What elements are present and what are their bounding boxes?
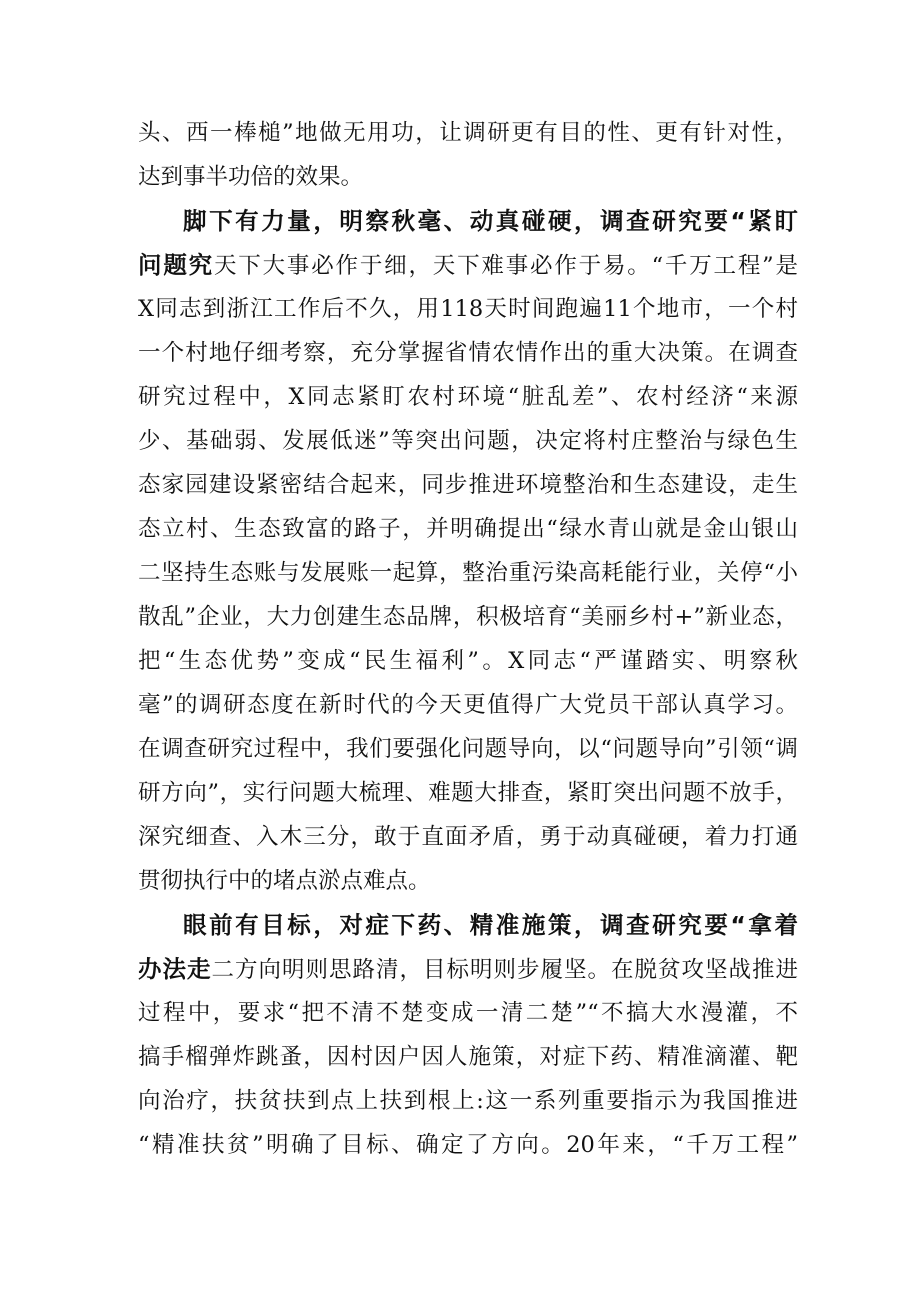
text-line: 把“生态优势”变成“民生福利”。X同志“严谨踏实、明察秋	[138, 648, 798, 674]
text-line: 二坚持生态账与发展账一起算，整治重污染高耗能行业，关停“小	[138, 560, 798, 586]
text-line: 态立村、生态致富的路子，并明确提出“绿水青山就是金山银山	[138, 516, 798, 542]
text-line: 散乱”企业，大力创建生态品牌，积极培育“美丽乡村+”新业态，	[138, 604, 798, 630]
text-line: 过程中，要求“把不清不楚变成一清二楚”“不搞大水漫灌，不	[138, 1000, 798, 1026]
text-line: 一个村地仔细考察，充分掌握省情农情作出的重大决策。在调查	[138, 340, 798, 366]
text-line: 问题究天下大事必作于细，天下难事必作于易。“千万工程”是	[138, 251, 798, 279]
text-line: X同志到浙江工作后不久，用118天时间跑遍11个地市，一个村	[138, 296, 798, 322]
text-line: 深究细查、入木三分，敢于直面矛盾，勇于动真碰硬，着力打通	[138, 824, 798, 850]
text-line: 研究过程中，X同志紧盯农村环境“脏乱差”、农村经济“来源	[138, 384, 798, 410]
section-heading-line: 眼前有目标，对症下药、精准施策，调查研究要“拿着	[183, 911, 798, 939]
text-line: 在调查研究过程中，我们要强化问题导向，以“问题导向”引领“调	[138, 736, 798, 762]
text-line: 少、基础弱、发展低迷”等突出问题，决定将村庄整治与绿色生	[138, 428, 798, 454]
text-line: 达到事半功倍的效果。	[138, 164, 364, 190]
text-line: 毫”的调研态度在新时代的今天更值得广大党员干部认真学习。	[138, 692, 798, 718]
text-line: “精准扶贫”明确了目标、确定了方向。20年来，“千万工程”	[138, 1132, 798, 1158]
text-line: 贯彻执行中的堵点淤点难点。	[138, 868, 431, 894]
section-heading-line: 脚下有力量，明察秋毫、动真碰硬，调查研究要“紧盯	[183, 207, 798, 235]
text-line: 办法走二方向明则思路清，目标明则步履坚。在脱贫攻坚战推进	[138, 955, 798, 983]
text-line: 研方向”，实行问题大梳理、难题大排查，紧盯突出问题不放手，	[138, 780, 798, 806]
text-line: 搞手榴弹炸跳蚤，因村因户因人施策，对症下药、精准滴灌、靶	[138, 1044, 798, 1070]
text-line: 头、西一棒槌”地做无用功，让调研更有目的性、更有针对性，	[138, 120, 798, 146]
text-line: 态家园建设紧密结合起来，同步推进环境整治和生态建设，走生	[138, 472, 798, 498]
text-line: 向治疗，扶贫扶到点上扶到根上:这一系列重要指示为我国推进	[138, 1088, 798, 1114]
